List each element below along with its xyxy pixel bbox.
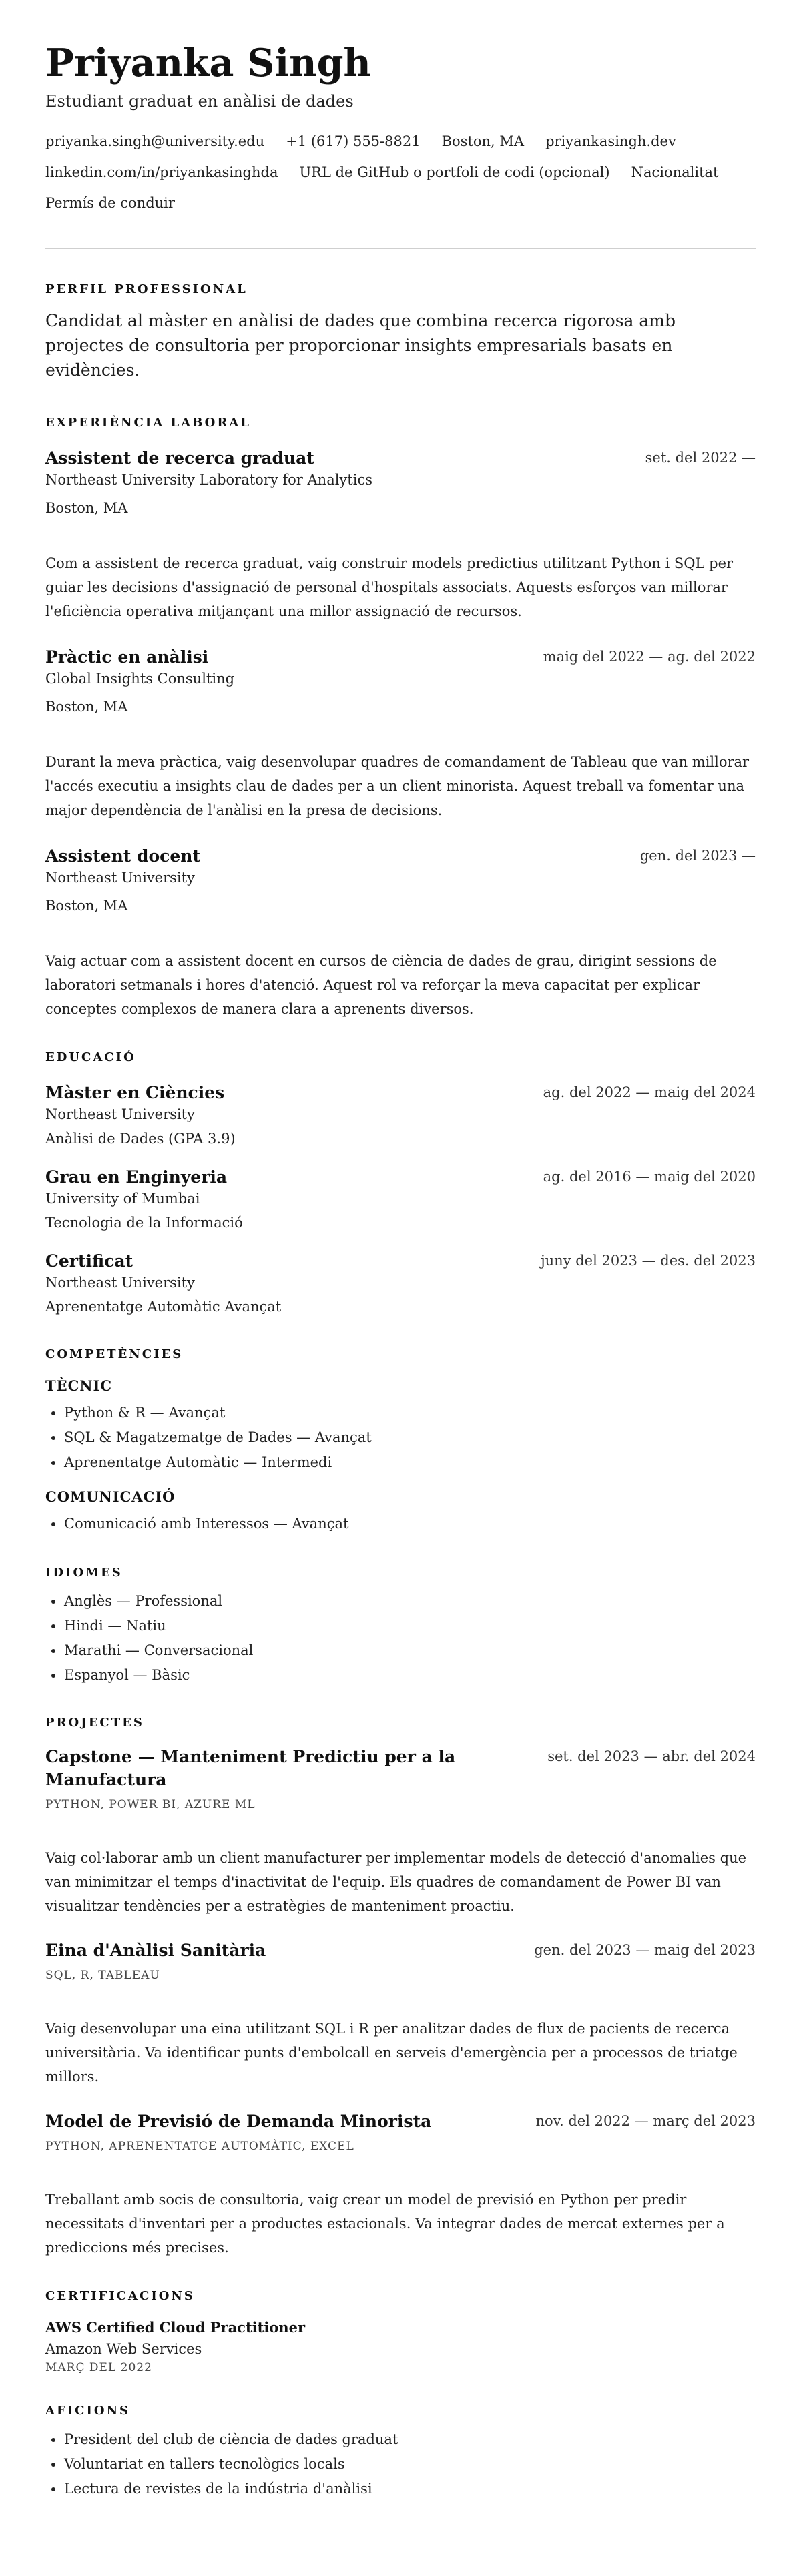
project-description: Vaig desenvolupar una eina utilitzant SQL i R per analitzar dades de flux de pacients de recerca universitària. Va identificar punts d'embolcall en serveis d'emergència per a processos de triatge millors. [45,2020,738,2085]
experience-org: Northeast University Laboratory for Analytics [45,471,372,488]
project-date: gen. del 2023 — maig del 2023 [534,1941,756,1958]
contact-linkedin[interactable]: linkedin.com/in/priyankasinghda [45,164,278,180]
experience-section [45,416,756,1021]
certification-issuer: Amazon Web Services [45,2340,202,2357]
skill-list [45,1401,756,1475]
experience-location: Boston, MA [45,897,128,914]
skill-group [45,1377,756,1475]
summary-text: Candidat al màster en anàlisi de dades que combina recerca rigorosa amb projectes de consultoria per proporcionar insights empresarials basats en evidències. [45,310,676,380]
candidate-name: Priyanka Singh [45,41,371,85]
project-item [45,1746,756,1918]
skills-title: COMPETÈNCIES [45,1347,184,1361]
project-item [45,1939,756,2089]
hobby-item: • Lectura de revistes de la indústria d'anàlisi [64,2477,756,2501]
certifications-title: CERTIFICACIONS [45,2288,195,2303]
certification-name: AWS Certified Cloud Practitioner [45,2318,306,2336]
project-tags: SQL, R, TABLEAU [45,1968,160,1982]
candidate-headline: Estudiant graduat en anàlisi de dades [45,91,354,111]
contact-license: Permís de conduir [45,194,175,211]
skill-item: • Python & R — Avançat [64,1401,756,1425]
education-degree: Grau en Enginyeria [45,1167,228,1187]
contact-info [45,133,756,211]
project-tags: PYTHON, APRENENTATGE AUTOMÀTIC, EXCEL [45,2139,354,2153]
projects-title: PROJECTES [45,1715,144,1730]
skill-list [45,1512,756,1536]
experience-item [45,447,756,623]
language-item: • Hindi — Natiu [64,1614,756,1638]
contact-nationality: Nacionalitat [631,164,719,180]
contact-github[interactable]: URL de GitHub o portfoli de codi (opcional) [299,164,610,180]
skill-item: • Comunicació amb Interessos — Avançat [64,1512,756,1536]
experience-description: Durant la meva pràctica, vaig desenvolupar quadres de comandament de Tableau que van millorar l'accés executiu a insights clau de dades per a un client minorista. Aquest treball va fomentar una major dependència de l'anàlisi en la presa de decisions. [45,753,750,818]
experience-date: maig del 2022 — ag. del 2022 [543,648,756,665]
education-item [45,1250,756,1317]
experience-role: Assistent docent [45,846,201,866]
certification-item [45,2319,756,2374]
languages-title: IDIOMES [45,1565,123,1580]
education-school: University of Mumbai [45,1190,200,1207]
hobbies-section [45,2404,756,2501]
project-name: Model de Previsió de Demanda Minorista [45,2111,432,2131]
education-item [45,1166,756,1233]
project-name: Capstone — Manteniment Predictiu per a la Manufactura [45,1746,456,1789]
header-divider [45,248,756,249]
experience-item [45,845,756,1021]
contact-location: Boston, MA [441,133,525,149]
languages-section [45,1566,756,1688]
experience-location: Boston, MA [45,499,128,516]
experience-org: Global Insights Consulting [45,670,235,687]
hobbies-title: AFICIONS [45,2403,131,2418]
education-school: Northeast University [45,1274,195,1291]
summary-title: PERFIL PROFESSIONAL [45,282,248,296]
education-degree: Certificat [45,1251,134,1271]
experience-org: Northeast University [45,869,195,886]
project-tags: PYTHON, POWER BI, AZURE ML [45,1797,256,1811]
education-school: Northeast University [45,1106,195,1122]
education-date: ag. del 2022 — maig del 2024 [543,1084,756,1100]
language-item: • Espanyol — Bàsic [64,1663,756,1688]
skills-section [45,1347,756,1536]
experience-role: Assistent de recerca graduat [45,448,314,468]
hobby-item: • Voluntariat en tallers tecnològics locals [64,2452,756,2477]
skill-item: • SQL & Magatzematge de Dades — Avançat [64,1425,756,1450]
contact-website[interactable]: priyankasingh.dev [545,133,676,149]
language-item: • Anglès — Professional [64,1589,756,1614]
project-name: Eina d'Anàlisi Sanitària [45,1940,266,1960]
project-date: nov. del 2022 — març del 2023 [535,2112,756,2129]
education-field: Tecnologia de la Informació [45,1214,243,1231]
skill-group-name: COMUNICACIÓ [45,1488,176,1505]
language-list [45,1589,756,1688]
project-description: Vaig col·laborar amb un client manufacturer per implementar models de detecció d'anomalies que van minimitzar el temps d'inactivitat de l'equip. Els quadres de comandament de Power BI van visualitzar tendències per a estratègies de manteniment proactiu. [45,1849,747,1914]
project-item [45,2110,756,2260]
education-date: juny del 2023 — des. del 2023 [541,1252,756,1269]
hobby-item: • President del club de ciència de dades graduat [64,2427,756,2452]
contact-phone[interactable]: +1 (617) 555-8821 [286,133,421,149]
education-field: Anàlisi de Dades (GPA 3.9) [45,1130,236,1147]
experience-description: Vaig actuar com a assistent docent en cursos de ciència de dades de grau, dirigint sessions de laboratori setmanals i hores d'atenció. Aquest rol va reforçar la meva capacitat per explicar conceptes complexos de manera clara a aprenents diversos. [45,952,717,1017]
certifications-section [45,2289,756,2374]
contact-email[interactable]: priyanka.singh@university.edu [45,133,265,149]
skill-item: • Aprenentatge Automàtic — Intermedi [64,1450,756,1475]
education-section [45,1050,756,1317]
skill-group [45,1488,756,1536]
experience-title: EXPERIÈNCIA LABORAL [45,415,251,430]
hobby-list [45,2427,756,2501]
experience-location: Boston, MA [45,698,128,715]
experience-role: Pràctic en anàlisi [45,647,209,667]
education-field: Aprenentatge Automàtic Avançat [45,1298,282,1315]
experience-item [45,646,756,822]
skill-group-name: TÈCNIC [45,1377,113,1394]
education-title: EDUCACIÓ [45,1050,136,1064]
education-degree: Màster en Ciències [45,1082,225,1102]
education-item [45,1082,756,1149]
project-description: Treballant amb socis de consultoria, vaig crear un model de previsió en Python per predir necessitats d'inventari per a productes estacionals. Va integrar dades de mercat externes per a prediccions més precises. [45,2191,725,2256]
experience-date: set. del 2022 — [645,449,756,466]
education-date: ag. del 2016 — maig del 2020 [543,1168,756,1185]
experience-date: gen. del 2023 — [639,847,756,864]
summary-section [45,282,756,382]
certification-date: MARÇ DEL 2022 [45,2360,152,2374]
language-item: • Marathi — Conversacional [64,1638,756,1663]
experience-description: Com a assistent de recerca graduat, vaig construir models predictius utilitzant Python i SQL per guiar les decisions d'assignació de personal d'hospitals associats. Aquests esforços van millorar l'eficiència operativa mitjançant una millor assignació de recursos. [45,555,734,619]
projects-section [45,1716,756,2260]
project-date: set. del 2023 — abr. del 2024 [547,1748,756,1764]
